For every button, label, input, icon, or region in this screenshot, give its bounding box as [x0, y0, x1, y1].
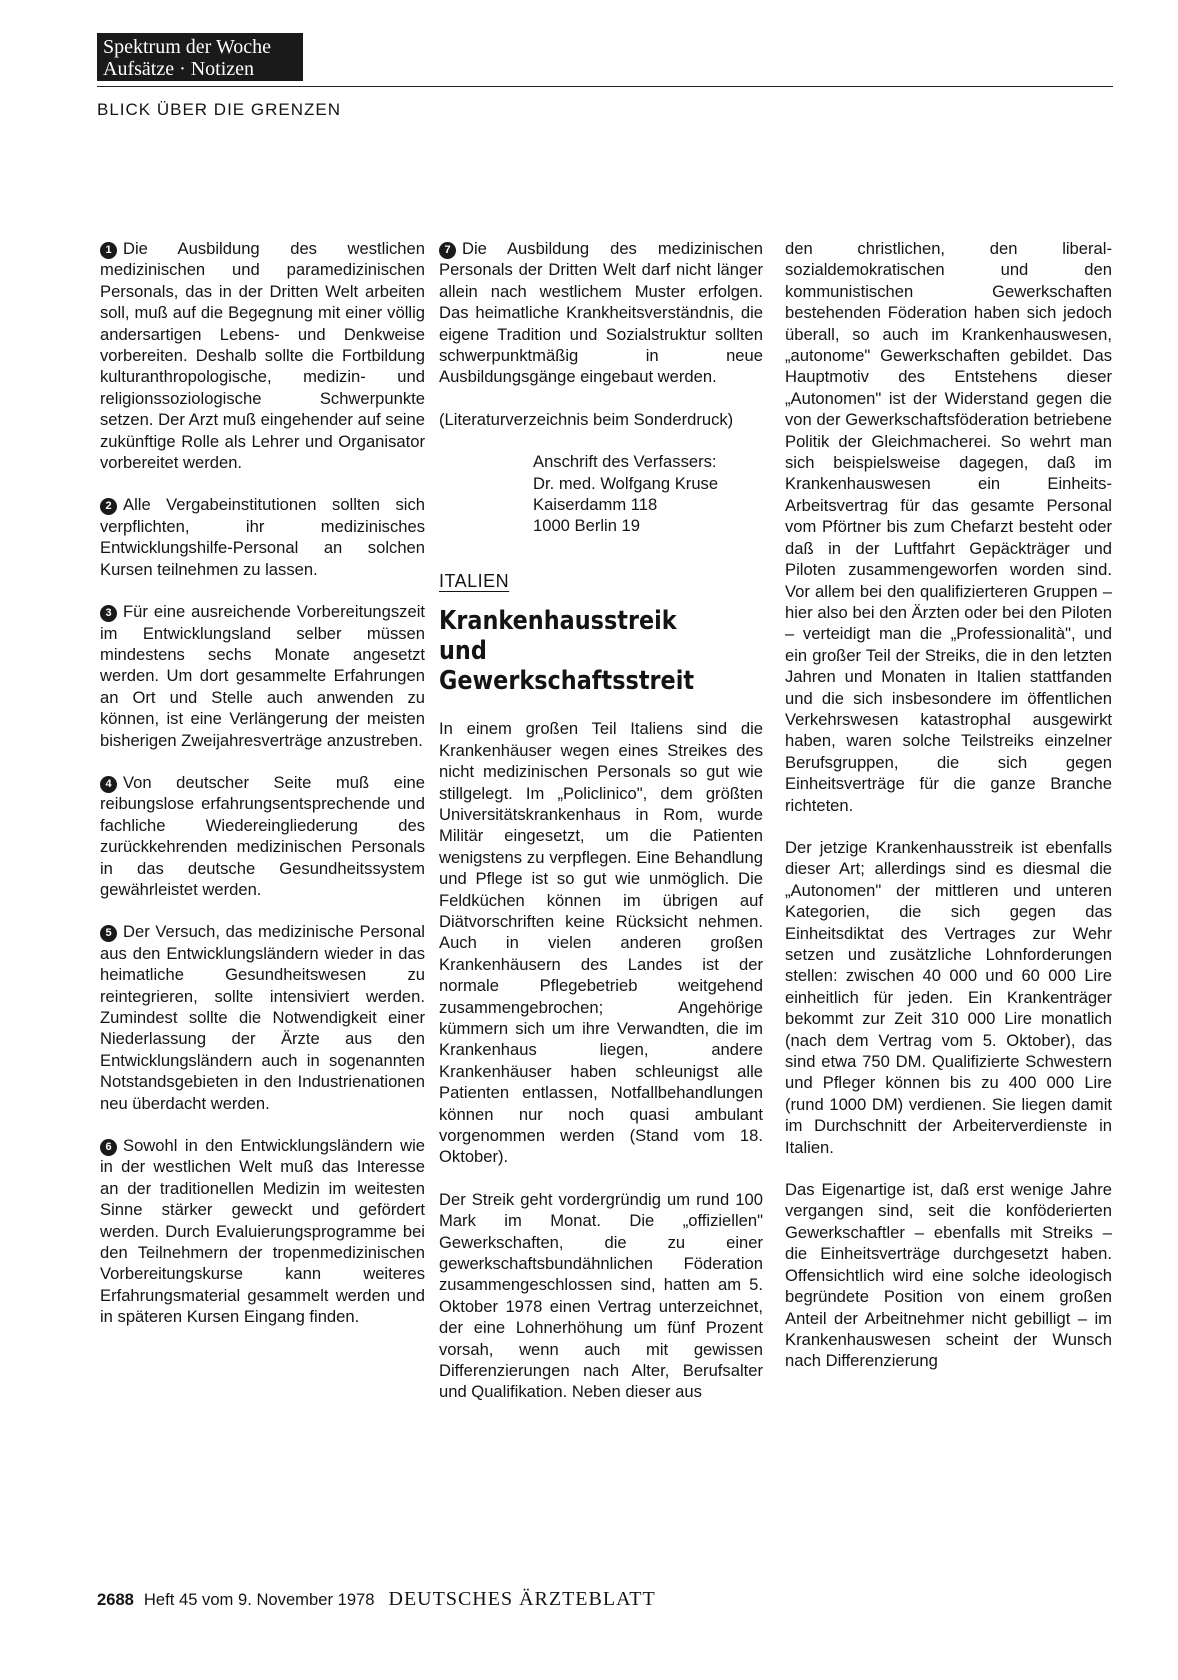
point-4-text: Von deutscher Seite muß eine reibungslose erfahrungsentsprechende und fachliche Wiedereingliederung des zurückkehrenden medizinischen Personals in das deutsche Gesundheitssystem gewährleistet werden. — [100, 772, 425, 899]
point-7-text: Die Ausbildung des medizinischen Personals der Dritten Welt darf nicht länger allein nach westlichem Muster erfolgen. Das heimatliche Krankheitsverständnis, die eigene Tradition und Sozialstruktur sollten schwerpunktmäßig in neue Ausbildungsgänge eingebaut werden. — [439, 239, 763, 387]
column-3 — [785, 238, 1112, 1393]
point-2 — [100, 494, 425, 580]
headline-line-1: Krankenhausstreik — [439, 606, 677, 637]
page-number: 2688 — [97, 1590, 134, 1609]
point-3 — [100, 601, 425, 751]
masthead-line-2: Aufsätze · Notizen — [103, 58, 255, 80]
article-paragraph-2: Der Streik geht vordergründig um rund 100 Mark im Monat. Die „offiziellen" Gewerkschaften, die zu einer gewerkschaftsbundähnlichen Föderation zusammengeschlossen sind, hatten am 5. Oktober 1978 einen Vertrag unterzeichnet, der eine Lohnerhöhung um fünf Prozent vorsah, wenn auch mit gewissen Differenzierungen nach Alter, Berufsalter und Qualifikation. Neben dieser aus — [439, 1189, 763, 1402]
article-paragraph-3: den christlichen, den liberal-sozialdemokratischen und den kommunistischen Gewerkschaften bestehenden Föderation haben sich jedoch überall, so auch im Krankenhauswesen, „autonome" Gewerkschaften gebildet. Das Hauptmotiv des Entstehens dieser „Autonomen" ist der Widerstand gegen die von der Gewerkschaftsföderation betriebene Politik der Gleichmacherei. So wehrt man sich beispielsweise dagegen, daß im Krankenhauswesen ein Einheits-Arbeitsvertrag für das gesamte Personal vom Pförtner bis zum Chefarzt besteht oder daß in der Luftfahrt Gepäckträger und Piloten zusammengeworfen worden sind. Vor allem bei den qualifizierteren Gruppen – hier also bei den Ärzten oder bei den Piloten – verteidigt man die „Professionalità", und ein großer Teil der Streiks, die in den letzten Jahren und Monaten in Italien stattfanden und die sich insbesondere im öffentlichen Verkehrswesen katastrophal ausgewirkt haben, waren solche Teilstreiks einzelner Berufsgruppen, die sich gegen Einheitsverträge für die ganze Branche richteten. — [785, 239, 1112, 815]
number-badge-7: 7 — [439, 242, 456, 259]
point-6-text: Sowohl in den Entwicklungsländern wie in der westlichen Welt muß das Interesse an der traditionellen Medizin im weitesten Sinne stärker geweckt und gefördert werden. Durch Evaluierungsprogramme bei den Teilnehmern der tropenmedizinischen Vorbereitungskurse kann weiteres Erfahrungsmaterial gesammelt werden und in späteren Kursen Eingang finden. — [100, 1136, 425, 1327]
number-badge-3: 3 — [100, 605, 117, 622]
article-paragraph-4: Der jetzige Krankenhausstreik ist ebenfalls dieser Art; allerdings sind es diesmal die „Autonomen" der mittleren und unteren Kategorien, die sich gegen das Einheitsdiktat des Vertrages zur Wehr setzen und zusätzliche Lohnforderungen stellen: zwischen 40 000 und 60 000 Lire einheitlich für jeden. Ein Krankenträger bekommt zur Zeit 310 000 Lire monatlich (nach dem Vertrag vom 5. Oktober), das sind etwa 750 DM. Qualifizierte Schwestern und Pfleger können bis zu 400 000 Lire (rund 1000 DM) verdienen. Sie liegen damit im Durchschnitt der Arbeiterverdienste in Italien. — [785, 837, 1112, 1157]
address-line-1: Anschrift des Verfassers: — [533, 452, 717, 472]
point-2-text: Alle Vergabeinstitutionen sollten sich verpflichten, ihr medizinisches Entwicklungshilfe-Personal an solchen Kursen teilnehmen zu lassen. — [100, 495, 425, 579]
masthead-line-1: Spektrum der Woche — [103, 36, 271, 58]
point-4 — [100, 772, 425, 900]
point-6 — [100, 1135, 425, 1328]
point-7 — [439, 238, 763, 388]
literature-note: (Literaturverzeichnis beim Sonderdruck) — [439, 409, 734, 429]
section-label: BLICK ÜBER DIE GRENZEN — [97, 100, 341, 119]
number-badge-4: 4 — [100, 776, 117, 793]
page-footer — [97, 1588, 656, 1611]
point-1 — [100, 238, 425, 473]
header-rule — [97, 86, 1113, 87]
number-badge-1: 1 — [100, 242, 117, 259]
number-badge-5: 5 — [100, 925, 117, 942]
headline-line-2: und — [439, 636, 487, 667]
point-1-text: Die Ausbildung des westlichen medizinischen und paramedizinischen Personals, das in der Dritten Welt arbeiten soll, muß auf die Begegnung mit einer völlig andersartigen Lebens- und Denkweise vorbereiten. Deshalb sollte die Fortbildung kulturanthropologische, medizin- und religionssoziologische Schwerpunkte setzen. Der Arzt muß eingehender auf seine zukünftige Rolle als Lehrer und Organisator vorbereitet werden. — [100, 239, 425, 473]
column-2 — [439, 238, 763, 1424]
subsection-label: ITALIEN — [439, 570, 510, 591]
headline-line-3: Gewerkschaftsstreit — [439, 666, 695, 697]
address-line-2: Dr. med. Wolfgang Kruse — [533, 473, 719, 493]
masthead — [97, 33, 303, 81]
address-line-3: Kaiserdamm 118 — [533, 495, 658, 515]
point-3-text: Für eine ausreichende Vorbereitungszeit im Entwicklungsland selber müssen mindestens sechs Monate angesetzt werden. Um dort gesammelte Erfahrungen an Ort und Stelle auch anwenden zu können, ist eine Verlängerung der meisten bisherigen Zweijahresverträge anzustreben. — [100, 602, 425, 750]
address-line-4: 1000 Berlin 19 — [533, 516, 641, 536]
number-badge-6: 6 — [100, 1139, 117, 1156]
number-badge-2: 2 — [100, 498, 117, 515]
article-paragraph-1: In einem großen Teil Italiens sind die Krankenhäuser wegen eines Streikes des nicht medizinischen Personals so gut wie stillgelegt. Im „Policlinico", dem größten Universitätskrankenhaus in Rom, wurde Militär eingesetzt, um die Patienten wenigstens zu verpflegen. Eine Behandlung und Pflege ist so gut wie unmöglich. Die Feldküchen können im übrigen auf Diätvorschriften keine Rücksicht nehmen. Auch in vielen anderen großen Krankenhäusern des Landes ist der normale Pflegebetrieb weitgehend zusammengebrochen; Angehörige kümmern sich um ihre Verwandten, die im Krankenhaus liegen, andere Krankenhäuser haben schleunigst alle Patienten entlassen, Notfallbehandlungen können nur noch quasi ambulant vorgenommen werden (Stand vom 18. Oktober). — [439, 719, 763, 1167]
author-address — [533, 451, 763, 537]
column-1 — [100, 238, 425, 1349]
issue-info: Heft 45 vom 9. November 1978 — [143, 1590, 375, 1609]
article-paragraph-5: Das Eigenartige ist, daß erst wenige Jahre vergangen sind, seit die konföderierten Gewerkschaftler – ebenfalls mit Streiks – die Einheitsverträge durchgesetzt haben. Offensichtlich wird eine solche ideologisch begründete Position von einem großen Anteil der Arbeitnehmer nicht gebilligt – im Krankenhauswesen scheint der Wunsch nach Differenzierung — [785, 1180, 1112, 1371]
article-headline — [439, 606, 766, 696]
journal-name: DEUTSCHES ÄRZTEBLATT — [388, 1588, 656, 1610]
point-5-text: Der Versuch, das medizinische Personal aus den Entwicklungsländern wieder in das heimatliche Gesundheitswesen zu reintegrieren, sollte intensiviert werden. Zumindest sollte die Notwendigkeit einer Niederlassung der Ärzte aus den Entwicklungsländern auch in sogenannten Notstandsgebieten in den Industrienationen neu überdacht werden. — [100, 922, 425, 1113]
point-5 — [100, 921, 425, 1114]
